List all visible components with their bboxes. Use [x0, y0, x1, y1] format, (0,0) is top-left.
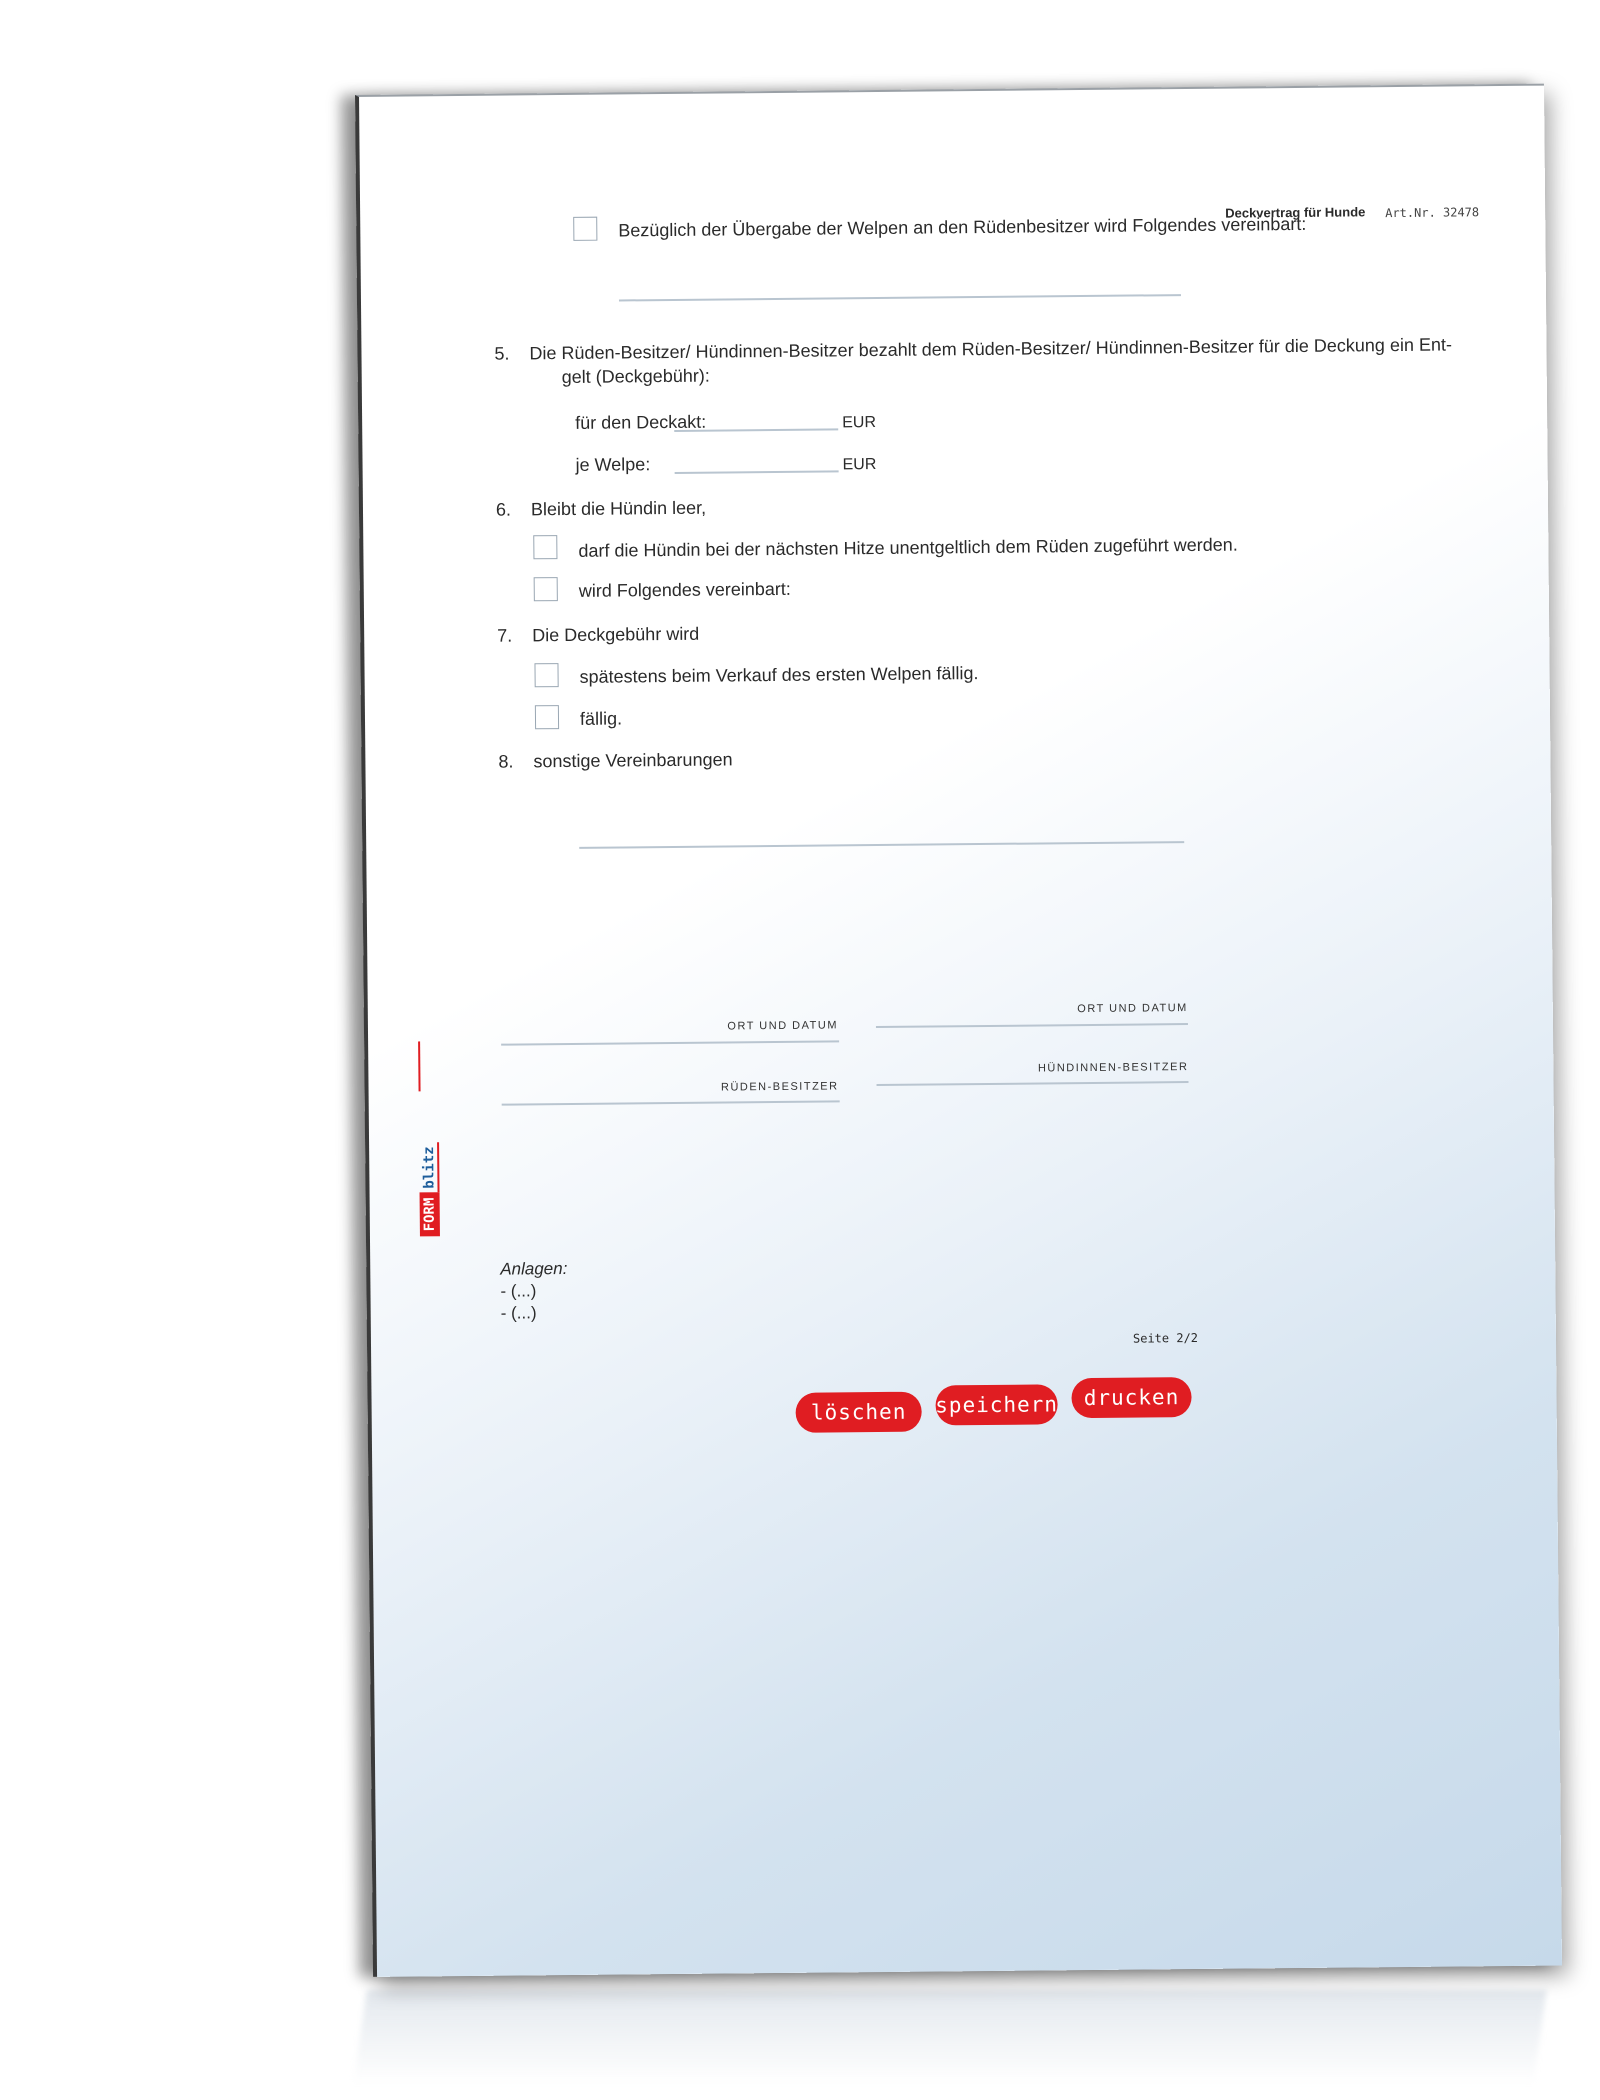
deckakt-currency: EUR	[842, 414, 877, 432]
clause-8-text: sonstige Vereinbarungen	[533, 749, 733, 772]
place-date-label-right: ORT UND DATUM	[1077, 1002, 1188, 1016]
clause-7-number: 7.	[497, 625, 513, 646]
female-owner-signature-line[interactable]	[877, 1081, 1189, 1086]
clause-7-option-2-text: fällig.	[579, 708, 623, 729]
clause-7-option-2-checkbox[interactable]	[535, 705, 559, 729]
attachment-item-2: - (...)	[500, 1303, 537, 1323]
document-page	[355, 84, 1562, 1977]
clause-7-option-1-text: spätestens beim Verkauf des ersten Welpen fällig.	[579, 663, 979, 687]
save-button[interactable]: speichern	[935, 1384, 1057, 1425]
clause-5-text: Die Rüden-Besitzer/ Hündinnen-Besitzer bezahlt dem Rüden-Besitzer/ Hündinnen-Besitzer für die Deckung ein Ent-	[529, 334, 1453, 364]
other-agreements-line[interactable]	[579, 841, 1184, 849]
clause-6-option-1-text: darf die Hündin bei der nächsten Hitze unentgeltlich dem Rüden zugeführt werden.	[578, 534, 1238, 561]
clause-6-text: Bleibt die Hündin leer,	[530, 497, 707, 520]
page-reflection	[353, 1990, 1546, 2085]
male-owner-label: RÜDEN-BESITZER	[720, 1080, 839, 1094]
clause-7-option-1-checkbox[interactable]	[534, 663, 558, 687]
clause-8-number: 8.	[498, 751, 514, 772]
deckakt-label: für den Deckakt:	[575, 411, 707, 433]
place-date-line-right[interactable]	[876, 1023, 1188, 1028]
attachment-item-1: - (...)	[500, 1281, 537, 1301]
document-title: Deckvertrag für Hunde	[1225, 204, 1366, 221]
place-date-line-left[interactable]	[501, 1040, 839, 1045]
attachments-title: Anlagen:	[500, 1259, 568, 1279]
article-number: Art.Nr. 32478	[1385, 205, 1480, 221]
place-date-label-left: ORT UND DATUM	[727, 1019, 839, 1033]
page-number: Seite 2/2	[1132, 1330, 1199, 1346]
logo-form: FORM	[420, 1193, 440, 1237]
handover-checkbox[interactable]	[573, 217, 597, 241]
clause-6-option-1-checkbox[interactable]	[533, 535, 557, 559]
clause-5-number: 5.	[494, 343, 510, 364]
welpe-amount-field[interactable]	[675, 470, 839, 474]
clause-6-option-2-text: wird Folgendes vereinbart:	[578, 578, 791, 601]
print-button[interactable]: drucken	[1071, 1377, 1191, 1418]
logo-accent-stripe	[418, 1041, 420, 1091]
male-owner-signature-line[interactable]	[502, 1100, 840, 1105]
clause-6-number: 6.	[495, 499, 512, 520]
formblitz-logo	[419, 1086, 440, 1236]
handover-text: Bezüglich der Übergabe der Welpen an den Rüdenbesitzer wird Folgendes vereinbart:	[618, 213, 1307, 241]
welpe-label: je Welpe:	[575, 454, 651, 475]
logo-blitz: blitz	[419, 1142, 439, 1192]
welpe-currency: EUR	[842, 456, 877, 474]
clause-6-option-2-checkbox[interactable]	[534, 577, 558, 601]
delete-button[interactable]: löschen	[795, 1392, 921, 1433]
female-owner-label: HÜNDINNEN-BESITZER	[1037, 1061, 1189, 1075]
deckakt-amount-field[interactable]	[674, 428, 838, 432]
clause-7-text: Die Deckgebühr wird	[532, 623, 700, 646]
handover-input-line[interactable]	[619, 294, 1181, 301]
clause-5-text-continued: gelt (Deckgebühr):	[561, 365, 710, 388]
